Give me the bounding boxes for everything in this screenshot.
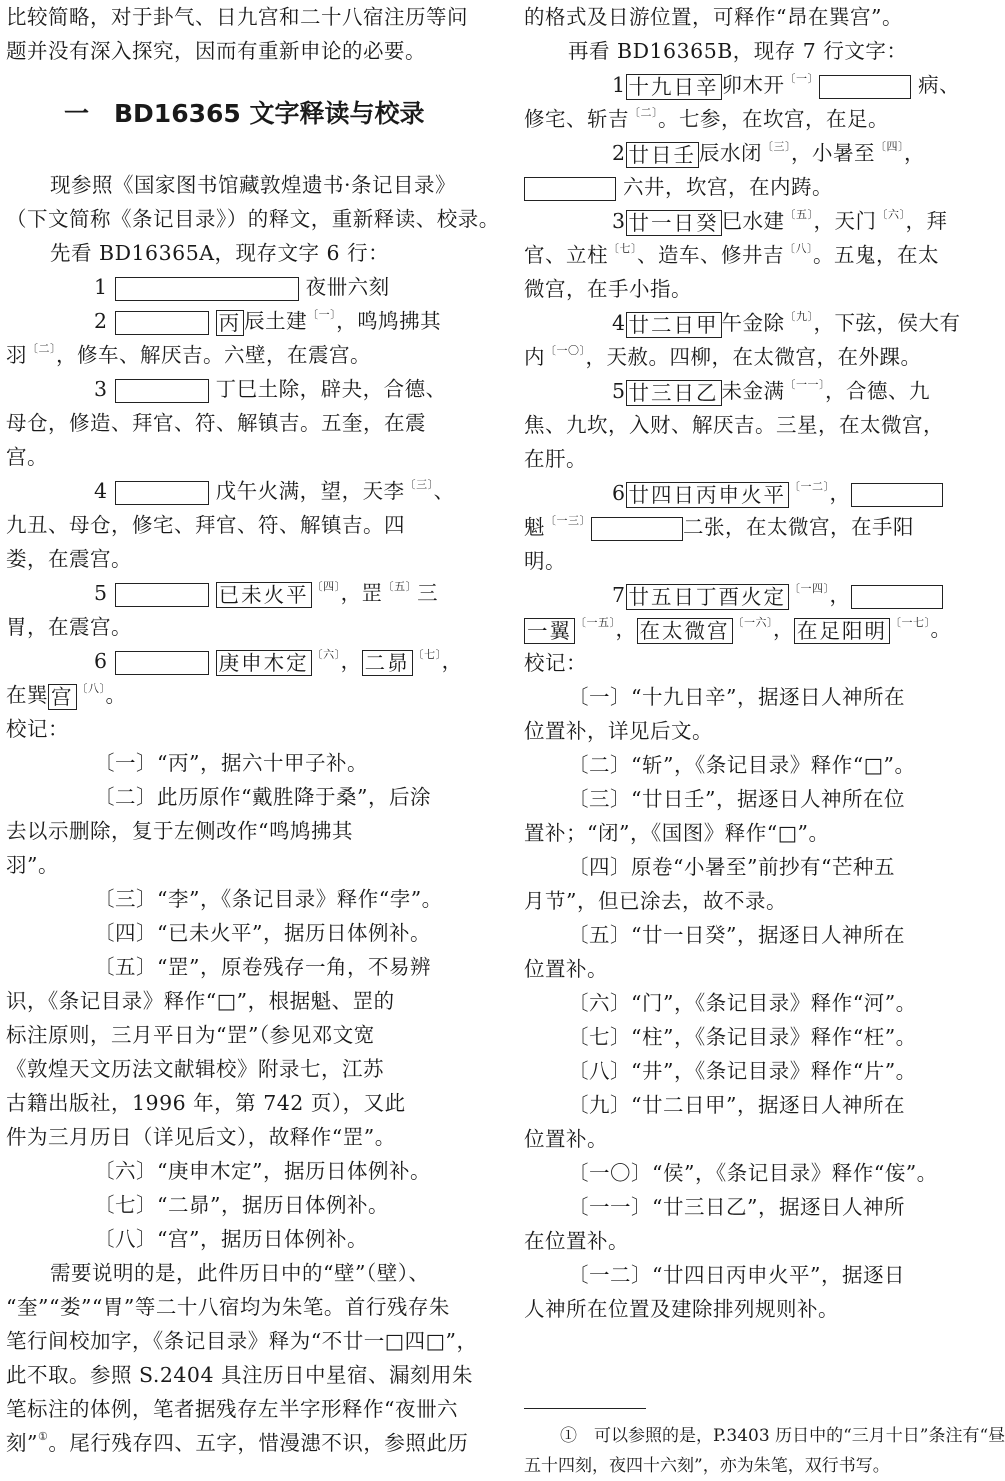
row-b3-cont2: 微宫，在手小指。: [524, 277, 692, 301]
row-b1-cont: 修宅、斩吉$^{〔二〕}$。七参，在坎宫，在足。: [524, 106, 889, 131]
note-mark: 〔一一〕: [784, 378, 826, 391]
note-mark: 〔一六〕: [732, 616, 773, 629]
note-line: 〔六〕“门”，《条记目录》释作“河”。: [568, 991, 917, 1015]
lacuna-box: [115, 311, 209, 335]
lacuna-box: [851, 585, 943, 609]
note-mark: 〔八〕: [76, 682, 106, 695]
row-b4-cont: 内$^{〔一〇〕}$，天赦。四柳，在太微宫，在外踝。: [524, 344, 922, 369]
row-b2: 2 廿日壬 辰水闭$^{〔三〕}$，小暑至$^{〔四〕}$，: [612, 140, 926, 167]
row-a4-cont2: 娄，在震宫。: [6, 547, 132, 571]
lacuna-box: [115, 651, 209, 675]
para2-line: 笔行间校加字，《条记目录》释为“不廿一□四□”，: [6, 1329, 478, 1353]
row-b5-cont2: 在肝。: [524, 447, 587, 471]
lacuna-box: [591, 517, 683, 541]
note-mark: 〔六〕: [311, 648, 341, 661]
restored-text: 廿三日乙: [626, 380, 722, 406]
right-line-1: 的格式及日游位置，可释作“昂在巽宫”。: [524, 5, 903, 29]
note-line: 〔一〇〕“侯”，《条记目录》释作“侫”。: [568, 1161, 938, 1185]
row-a5-cont: 胃，在震宫。: [6, 615, 132, 639]
note-line: 〔一一〕“廿三日乙”，据逐日人神所: [568, 1195, 905, 1219]
note-mark: 〔六〕: [876, 208, 906, 221]
note-line: 〔七〕“二昴”，据历日体例补。: [94, 1193, 389, 1217]
row-b6: 6 廿四日丙申火平 $^{〔一二〕}$，: [524, 476, 956, 510]
note-mark: 〔一〕: [784, 72, 820, 85]
restored-text: 廿一日癸: [626, 210, 722, 236]
note-mark: 〔一五〕: [575, 616, 616, 629]
note-mark: 〔四〕: [311, 580, 341, 593]
restored-text: 在太微宫: [637, 618, 733, 644]
row-b7-cont: 一翼 $^{〔一五〕}$， 在太微宫 $^{〔一六〕}$， 在足阳明 $^{〔一七〕}$。: [524, 612, 956, 646]
note-line: 置补；“闭”，《国图》释作“□”。: [524, 821, 830, 845]
para1-line-1: 现参照《国家图书馆藏敦煌遗书·条记目录》: [50, 173, 457, 197]
note-mark: 〔一三〕: [545, 514, 591, 527]
note-line: 〔八〕“宫”，据历日体例补。: [94, 1227, 368, 1251]
note-line: 〔三〕“李”，《条记目录》释作“孛”。: [94, 887, 443, 911]
restored-text: 宫: [48, 684, 77, 710]
row-b5: 5 廿三日乙 未金满$^{〔一一〕}$，合德、九: [612, 378, 931, 405]
note-line: 〔七〕“柱”，《条记目录》释作“枉”。: [568, 1025, 917, 1049]
note-mark: 〔三〕: [404, 478, 434, 491]
restored-text: 廿日壬: [626, 142, 700, 168]
para2-line: 此不取。参照 S.2404 具注历日中星宿、漏刻用朱: [6, 1363, 474, 1387]
restored-text: 廿五日丁酉火定: [626, 584, 790, 610]
note-line: 去以示删除，复于左侧改作“鸣鸠拂其: [6, 819, 353, 843]
para2-line: 笔标注的体例，笔者据残存左半字形释作“夜卌六: [6, 1397, 458, 1421]
note-line: 羽”。: [6, 853, 59, 877]
footnote-rule: [524, 1408, 646, 1409]
note-line: 〔三〕“廿日壬”，据逐日人神所在位: [568, 787, 905, 811]
lacuna-box: [115, 481, 209, 505]
note-line: 古籍出版社，1996 年，第 742 页），又此: [6, 1091, 406, 1115]
note-line: 〔一〕“十九日辛”，据逐日人神所在: [568, 685, 905, 709]
row-a2: 2 丙 辰土建$^{〔一〕}$，鸣鸠拂其: [94, 308, 442, 335]
row-b3: 3 廿一日癸 巳水建$^{〔五〕}$，天门$^{〔六〕}$，拜: [612, 208, 948, 235]
note-line: 〔五〕“廿一日癸”，据逐日人神所在: [568, 923, 905, 947]
restored-text: 在足阳明: [794, 618, 890, 644]
section-heading: 一 BD16365 文字释读与校录: [64, 99, 425, 128]
right-column: [524, 0, 1005, 1481]
note-line: 位置补，详见后文。: [524, 719, 713, 743]
row-a4: 4 戊午火满，望，天李$^{〔三〕}$、: [94, 478, 455, 503]
footnote-line: ① 可以参照的是，P.3403 历日中的“三月十日”条注有“昼: [560, 1426, 1005, 1446]
restored-text: 廿四日丙申火平: [626, 482, 790, 508]
note-line: 〔六〕“庚申木定”，据历日体例补。: [94, 1159, 431, 1183]
note-line: 〔四〕“已未火平”，据历日体例补。: [94, 921, 431, 945]
restored-text: 廿二日甲: [626, 312, 722, 338]
restored-text: 丙: [216, 310, 245, 336]
note-mark: 〔一二〕: [789, 480, 830, 493]
note-line: 〔二〕此历原作“戴胜降于桑”，后涂: [94, 785, 431, 809]
lacuna-box: [524, 177, 616, 201]
intro-line-2: 题并没有深入探究，因而有重新申论的必要。: [6, 39, 426, 63]
note-mark: 〔四〕: [875, 140, 905, 153]
para2-line: “奎”“娄”“胃”等二十八宿均为朱笔。首行残存朱: [6, 1295, 450, 1319]
note-mark: 〔八〕: [784, 242, 813, 255]
row-a6: 6 庚申木定 $^{〔六〕}$， 二昴 $^{〔七〕}$，: [94, 648, 463, 675]
right-line-2: 再看 BD16365B，现存 7 行文字：: [568, 39, 908, 63]
row-b4: 4 廿二日甲 午金除$^{〔九〕}$，下弦，侯大有: [612, 310, 961, 337]
row-a1: 1 夜卌六刻: [94, 275, 390, 299]
row-b2-cont: 六井，坎宫，在内踌。: [524, 170, 956, 204]
note-line: 标注原则，三月平日为“罡”（参见邓文宽: [6, 1023, 375, 1047]
note-line: 人神所在位置及建除排列规则补。: [524, 1297, 839, 1321]
lacuna-box: [115, 379, 209, 403]
footnote-mark: ①: [37, 1430, 49, 1443]
note-mark: 〔二〕: [27, 342, 56, 355]
note-line: 月节”，但已涂去，故不录。: [524, 889, 787, 913]
collation-heading: 校记：: [524, 651, 587, 675]
note-line: 〔四〕原卷“小暑至”前抄有“芒种五: [568, 855, 895, 879]
note-mark: 〔五〕: [784, 208, 814, 221]
collation-heading: 校记：: [6, 717, 69, 741]
restored-text: 已未火平: [216, 582, 312, 608]
row-b5-cont: 焦、九坎，入财、解厌吉。三星，在太微宫，: [524, 413, 944, 437]
note-mark: 〔三〕: [762, 140, 792, 153]
note-mark: 〔九〕: [784, 310, 814, 323]
row-a3-cont2: 宫。: [6, 445, 48, 469]
row-a3-cont: 母仓，修造、拜官、符、解镇吉。五奎，在震: [6, 411, 426, 435]
note-mark: 〔二〕: [629, 106, 658, 119]
note-mark: 〔五〕: [382, 580, 418, 593]
lacuna-box: [851, 483, 943, 507]
note-mark: 〔七〕: [608, 242, 637, 255]
note-line: 件为三月历日（详见后文），故释作“罡”。: [6, 1125, 396, 1149]
row-b6-cont2: 明。: [524, 549, 566, 573]
lacuna-box: [115, 277, 299, 301]
row-b1: 1 十九日辛 卯木开$^{〔一〕}$ 病、: [612, 72, 961, 99]
row-b7: 7 廿五日丁酉火定 $^{〔一四〕}$，: [524, 578, 956, 612]
note-line: 〔一二〕“廿四日丙申火平”，据逐日: [568, 1263, 905, 1287]
note-line: 〔八〕“井”，《条记目录》释作“片”。: [568, 1059, 917, 1083]
para2-line-last: 刻”①。尾行残存四、五字，惜漫漶不识，参照此历: [6, 1430, 469, 1455]
note-mark: 〔一〇〕: [545, 344, 586, 357]
note-mark: 〔一七〕: [890, 616, 931, 629]
para1-line-3: 先看 BD16365A，现存文字 6 行：: [50, 241, 390, 265]
restored-text: 二昴: [362, 650, 413, 676]
note-line: 〔九〕“廿二日甲”，据逐日人神所在: [568, 1093, 905, 1117]
note-line: 在位置补。: [524, 1229, 629, 1253]
note-line: 〔一〕“丙”，据六十甲子补。: [94, 751, 368, 775]
row-a6-cont: 在巽 宫 $^{〔八〕}$。: [6, 682, 127, 709]
row-a4-cont: 九丑、母仓，修宅、拜官、符、解镇吉。四: [6, 513, 405, 537]
spacer: [524, 1326, 956, 1408]
footnote-line: 五十四刻，夜四十六刻”，亦为朱笔，双行书写。: [524, 1456, 890, 1476]
lacuna-box: [819, 75, 911, 99]
note-line: 《敦煌天文历法文献辑校》附录七，江苏: [6, 1057, 384, 1081]
row-a5: 5 已未火平 $^{〔四〕}$，罡$^{〔五〕}$三: [94, 580, 439, 607]
restored-text: 一翼: [524, 618, 575, 644]
para1-line-2: （下文简称《条记目录》）的释文，重新释读、校录。: [6, 207, 500, 231]
note-line: 位置补。: [524, 1127, 608, 1151]
para2-line: 需要说明的是，此件历日中的“壁”（壁）、: [50, 1261, 430, 1285]
note-line: 〔二〕“斩”，《条记目录》释作“□”。: [568, 753, 916, 777]
intro-line-1: 比较简略，对于卦气、日九宫和二十八宿注历等问: [6, 5, 468, 29]
note-line: 识，《条记目录》释作“□”，根据魁、罡的: [6, 989, 395, 1013]
note-line: 〔五〕“罡”，原卷残存一角，不易辨: [94, 955, 431, 979]
left-column: [6, 0, 500, 1460]
note-mark: 〔一四〕: [789, 582, 830, 595]
restored-text: 庚申木定: [216, 650, 312, 676]
row-b6-cont: 魁$^{〔一三〕}$ 二张，在太微宫，在手阳: [524, 514, 914, 539]
lacuna-box: [115, 583, 209, 607]
note-mark: 〔七〕: [412, 648, 442, 661]
note-line: 位置补。: [524, 957, 608, 981]
row-a2-cont: 羽$^{〔二〕}$，修车、解厌吉。六壁，在震宫。: [6, 342, 371, 367]
note-mark: 〔一〕: [307, 308, 337, 321]
row-b3-cont: 官、立柱$^{〔七〕}$、造车、修井吉$^{〔八〕}$。五鬼，在太: [524, 242, 939, 267]
row-a3: 3 丁巳土除，辟夬，合德、: [94, 377, 447, 401]
restored-text: 十九日辛: [626, 74, 722, 100]
